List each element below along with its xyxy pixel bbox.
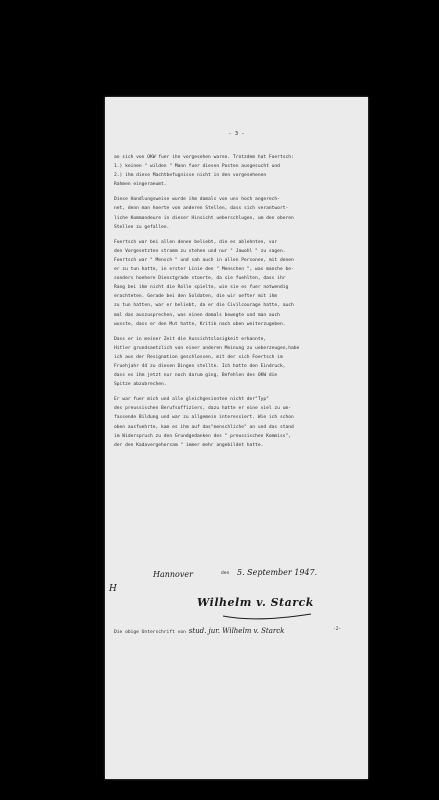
text-line: erachteten. Gerade bei den Soldaten, die wir oefter mit ihm [114,294,278,300]
text-line: wusste, dass er den Mut hatte, Kritik nach oben weiterzugeben. [114,321,286,327]
text-line: Er war fuer mich und alle gleichgesinnten nicht der"Typ" [114,397,269,403]
text-line: sonders hoehere Dienstgrade stoerte, da sie fuehlten, dass ihr [114,276,286,282]
text-line: 2.) ihm diese Machtbefugnisse nicht in den vorgesehenen [114,173,267,179]
text-line: Fruehjahr 44 zu diesen Dingen stellte. Ich hatte den Eindruck, [114,363,286,369]
text-line: liche Kommandeure in dieser Hinsicht ueberschlugen, um den oberen [114,215,294,221]
text-line: Spitze abzubrechen. [114,382,167,388]
text-line: fassende Bildung und war zu allgemein interessiert. Wie ich schon [114,415,294,421]
text-line: oben ausfuehrte, kam es ihm auf das"menschliche" an und das stand [114,424,294,430]
text-line: Rang bei ihm nicht die Rolle spielte, wie sie es fuer notwendig [114,285,289,291]
text-line: dass es ihm jetzt nur noch darum ging, Befehlen des OKW die [114,373,278,379]
page-end-mark: -2- [333,627,342,632]
text-line: ich aus der Resignation geschlossen, mit der sich Foertsch im [114,354,283,360]
paragraph [114,395,360,450]
text-line: net, denn man hoerte von anderen Stellen, dass sich verantwort- [114,206,289,212]
text-line: er zu tun hatte, in erster Linie den " Menschen ", was manche be- [114,267,294,273]
attestation-name: stud. jur. Wilhelm v. Starck [188,627,285,635]
document-body [114,153,360,450]
text-line: mal das auszusprechen, was einen damals bewegte und man auch [114,312,280,318]
text-line: Rahmen eingeraeumt. [114,182,167,188]
document-page [105,97,368,779]
text-line: zu tun hatten, war er beliebt, da er die Civilcourage hatte, auch [114,303,294,309]
date-connector: den [221,571,230,576]
text-line: 1.) keinen " wilden " Mann fuer diesen Posten ausgesucht und [114,164,280,170]
text-line: des preussischen Berufsoffiziers, dazu hatte er eine viel zu um- [114,406,292,412]
text-line: Dass er in meiner Zeit die Aussichtslosigkeit erkannte, [114,336,267,342]
attestation-prefix: Die obige Unterschrift von [114,630,186,635]
text-line: Foertsch war bei allen denen beliebt, die es ablehnten, vor [114,239,278,245]
paragraph [114,238,360,329]
text-line: Stellen zu gefallen. [114,224,170,230]
place-handwritten: Hannover [153,570,193,579]
page-number: - 3 - [228,131,245,137]
attestation-line [114,627,284,635]
margin-mark: H [109,584,117,594]
signature-flourish [223,602,313,622]
text-line: Foertsch war " Mensch " und sah auch in allen Personen, mit denen [114,257,294,263]
paragraph [114,335,360,390]
text-line: Diese Handlungsweise wurde ihm damals von uns hoch angerech- [114,197,280,203]
text-line: im Widerspruch zu den Grundgedanken des " preussischen Kommiss", [114,433,292,439]
paragraph [114,153,360,189]
text-line: den Vorgesetzten stramm zu stehen und nur " Jawohl " zu sagen. [114,248,286,254]
text-line: an sich von OKW fuer ihn vorgesehen waren. Trotzdem hat Foertsch: [114,155,294,160]
signature: Wilhelm v. Starck [197,596,314,609]
paragraph [114,195,360,231]
date-handwritten: 5. September 1947. [237,568,318,577]
text-line: Hitler grundsaetzlich von einer anderen Meinung zu ueberzeugen,habe [114,345,300,351]
text-line: der den Kadavergehorsam " immer mehr angebildet hatte. [114,442,264,448]
